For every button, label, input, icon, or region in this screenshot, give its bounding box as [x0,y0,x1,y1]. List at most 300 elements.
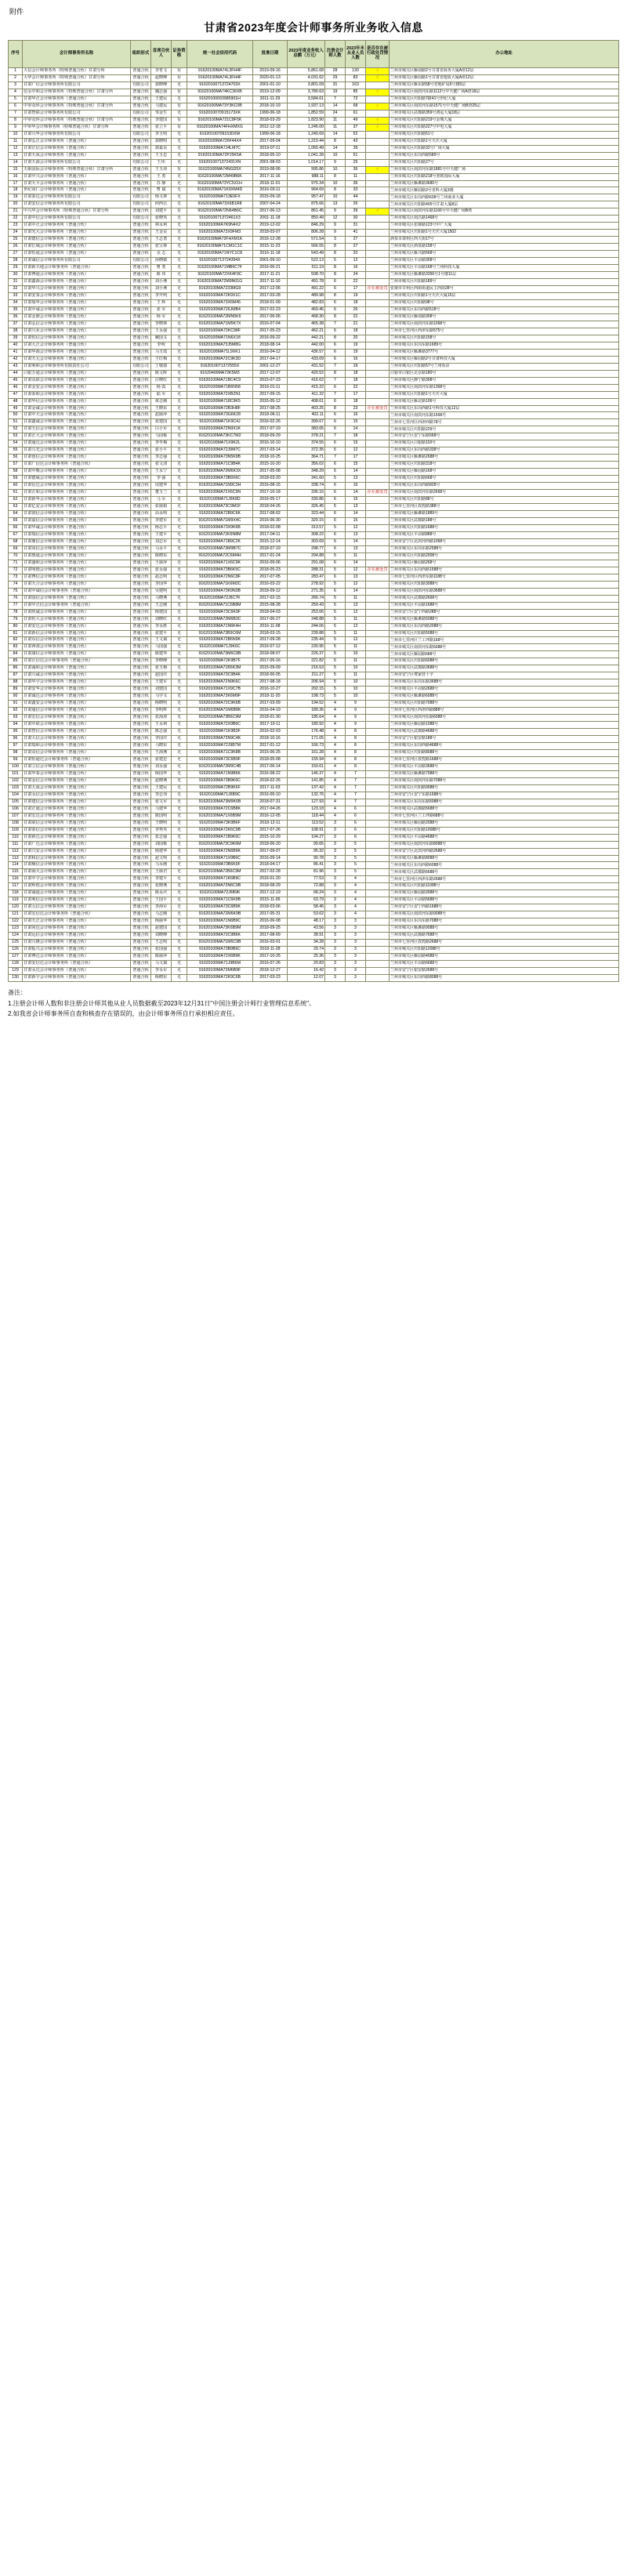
cell-office-address: 兰州市七里河区兰工坪路168号 [390,637,619,644]
cell-cpa-count: 6 [325,398,346,405]
cell-income-total: 176.48 [288,729,325,736]
cell-org-form: 普通合伙 [131,490,151,497]
cell-org-form: 普通合伙 [131,237,151,244]
col-approval-date: 批准日期 [253,41,288,68]
cell-staff-count: 4 [346,911,366,918]
cell-penalty [366,560,390,567]
cell-org-form: 普通合伙 [131,286,151,293]
cell-staff-count: 13 [346,504,366,511]
cell-cpa-count: 3 [325,940,346,947]
cell-no: 26 [9,244,23,251]
cell-office-address: 兰州市城关区东岗西路4688号 [390,743,619,750]
cell-firm-name: 甘肃信达会计师事务所（普通合伙） [23,483,131,490]
cell-securities-qualification: 无 [172,258,187,265]
cell-approval-date: 2017-04-26 [253,806,288,813]
cell-penalty [366,763,390,770]
cell-approval-date: 2017-09-15 [253,391,288,398]
cell-chief-partner: 王国平 [151,897,172,904]
table-row [9,926,619,933]
cell-penalty [366,954,390,961]
cell-penalty [366,862,390,869]
cell-org-form: 普通合伙 [131,763,151,770]
cell-org-form: 有限公司 [131,258,151,265]
cell-staff-count: 10 [346,665,366,672]
cell-cpa-count: 8 [325,293,346,300]
cell-firm-name: 甘肃智信会计师事务所（普通合伙） [23,729,131,736]
cell-chief-partner: 李国华 [151,581,172,588]
cell-income-total: 1,245.00 [288,124,325,131]
cell-org-form: 普通合伙 [131,869,151,876]
cell-securities-qualification: 无 [172,538,187,545]
table-row [9,841,619,848]
cell-cpa-count: 3 [325,834,346,841]
table-row [9,216,619,223]
cell-firm-name: 甘肃恒通会计师事务所（普通合伙） [23,251,131,258]
cell-credit-code: 91620100MA72M6K9B [187,911,253,918]
cell-staff-count: 23 [346,405,366,412]
cell-chief-partner: 郭晓明 [151,138,172,145]
cell-office-address: 兰州市城关区庆阳路32号广场大厦 [390,145,619,152]
cell-income-total: 266.74 [288,595,325,602]
cell-office-address: 兰州市安宁区银安路2688号 [390,968,619,975]
cell-penalty: 存在被处罚 [366,286,390,293]
cell-income-total: 253.66 [288,609,325,616]
cell-approval-date: 2017-02-28 [253,869,288,876]
cell-no: 128 [9,961,23,968]
cell-approval-date: 2018-01-09 [253,299,288,306]
cell-no: 104 [9,792,23,799]
cell-cpa-count: 6 [325,462,346,469]
cell-income-total: 291.08 [288,560,325,567]
cell-no: 116 [9,876,23,883]
table-row [9,701,619,708]
cell-income-total: 964.69 [288,187,325,194]
cell-no: 121 [9,911,23,918]
cell-firm-name: 甘肃诚通会计师事务所（普通合伙） [23,890,131,897]
cell-office-address: 兰州市城关区庆阳路218号亚欧国际大厦 [390,173,619,180]
cell-org-form: 普通合伙 [131,974,151,981]
cell-chief-partner: 李建国 [151,117,172,124]
cell-credit-code: 91620100MA73B9K6C [187,777,253,784]
cell-chief-partner: 王晓东 [151,405,172,412]
cell-firm-name: 甘肃同达会计师事务所（普通合伙） [23,926,131,933]
cell-firm-name: 甘肃新宇会计师事务所（普通合伙） [23,974,131,981]
cell-credit-code: 91620100MA718C9K5 [187,398,253,405]
cell-office-address: 兰州市城关区东岗西路8088号 [390,974,619,981]
cell-credit-code: 91620100MA73X6M45 [187,299,253,306]
cell-penalty [366,483,390,490]
cell-income-total: 155.94 [288,756,325,763]
cell-no: 55 [9,447,23,455]
cell-approval-date: 2016-03-11 [253,187,288,194]
cell-cpa-count: 5 [325,476,346,483]
cell-staff-count: 21 [346,321,366,328]
cell-penalty [366,911,390,918]
cell-no: 70 [9,553,23,560]
cell-org-form: 普通合伙 [131,313,151,321]
cell-credit-code: 91620100MA72J6C7K [187,595,253,602]
cell-penalty [366,947,390,954]
table-row [9,954,619,961]
table-row [9,616,619,623]
cell-no: 85 [9,658,23,665]
cell-org-form: 普通合伙 [131,74,151,82]
cell-staff-count: 24 [346,272,366,279]
table-row [9,335,619,342]
cell-penalty [366,391,390,398]
cell-approval-date: 2016-07-12 [253,644,288,651]
cell-chief-partner: 李开明 [151,293,172,300]
cell-staff-count: 13 [346,574,366,581]
cell-approval-date: 2017-12-19 [253,890,288,897]
cell-cpa-count: 4 [325,792,346,799]
cell-office-address: 兰州市城关区平凉路888号 [390,531,619,538]
cell-penalty [366,272,390,279]
cell-no: 46 [9,384,23,391]
cell-cpa-count: 5 [325,679,346,687]
cell-no: 122 [9,918,23,926]
cell-staff-count: 15 [346,497,366,504]
cell-cpa-count: 5 [325,595,346,602]
cell-credit-code: 91620100MA71J9B6M [187,961,253,968]
cell-chief-partner: 赵晓峰 [151,74,172,82]
table-row [9,426,619,433]
cell-no: 42 [9,356,23,363]
cell-staff-count: 13 [346,545,366,553]
cell-no: 60 [9,483,23,490]
cell-firm-name: 甘肃中联会计师事务所（普通合伙） [23,722,131,729]
cell-securities-qualification: 无 [172,426,187,433]
cell-securities-qualification: 无 [172,497,187,504]
cell-firm-name: 甘肃恒信会计师事务所（普通合伙） [23,335,131,342]
cell-cpa-count: 14 [325,145,346,152]
cell-org-form: 普通合伙 [131,616,151,623]
cell-org-form: 普通合伙 [131,813,151,820]
cell-chief-partner: 马国强 [151,644,172,651]
cell-office-address: 兰州市安宁区银安路188号 [390,736,619,743]
cell-income-total: 468.30 [288,313,325,321]
table-row [9,342,619,349]
cell-securities-qualification: 无 [172,398,187,405]
cell-penalty [366,447,390,455]
cell-no: 6 [9,103,23,110]
cell-securities-qualification: 无 [172,834,187,841]
cell-credit-code: 91620100MA73Y3KC0B [187,103,253,110]
cell-no: 83 [9,644,23,651]
cell-penalty [366,841,390,848]
cell-penalty [366,974,390,981]
cell-approval-date: 2016-09-22 [253,335,288,342]
cell-penalty [366,574,390,581]
cell-office-address: 兰州市城关区南滨河东路6088号 [390,715,619,722]
table-row [9,799,619,806]
cell-approval-date: 2018-07-31 [253,799,288,806]
col-income-total: 2023年度业务收入总额（万元） [288,41,325,68]
cell-income-total: 95.32 [288,848,325,855]
cell-approval-date: 2016-07-04 [253,321,288,328]
cell-chief-partner: 王建军 [151,679,172,687]
cell-securities-qualification: 无 [172,244,187,251]
cell-securities-qualification: 无 [172,251,187,258]
cell-cpa-count: 6 [325,511,346,518]
cell-approval-date: 2017-09-28 [253,637,288,644]
cell-credit-code: 91620100MA71K9XM4D [187,187,253,194]
cell-office-address: 兰州市城关区雁滩路3680号 [390,180,619,187]
table-row [9,321,619,328]
cell-firm-name: 甘肃德威会计师事务所（普通合伙） [23,476,131,483]
cell-cpa-count: 9 [325,159,346,166]
cell-firm-name: 甘肃大成会计师事务所（普通合伙） [23,784,131,792]
cell-no: 110 [9,834,23,841]
cell-credit-code: 91620100MA73K9B6F [187,820,253,827]
cell-penalty [366,792,390,799]
footnote-2: 2.如我省会计师事务所自查和核查存在错误的，由会计师事务所自行承担相应责任。 [8,1009,239,1017]
table-row [9,777,619,784]
cell-firm-name: 甘肃新天地会计师事务所（普通合伙） [23,265,131,272]
cell-penalty [366,926,390,933]
cell-penalty [366,265,390,272]
cell-cpa-count: 6 [325,531,346,538]
cell-penalty [366,419,390,426]
cell-org-form: 普通合伙 [131,117,151,124]
cell-staff-count: 41 [346,230,366,237]
cell-no: 95 [9,729,23,736]
cell-staff-count: 12 [346,623,366,630]
cell-securities-qualification: 无 [172,736,187,743]
cell-income-total: 482.83 [288,299,325,306]
cell-penalty [366,159,390,166]
cell-chief-partner: 马 军 [151,497,172,504]
cell-cpa-count: 5 [325,623,346,630]
cell-cpa-count: 8 [325,405,346,412]
cell-cpa-count: 6 [325,483,346,490]
cell-no: 64 [9,511,23,518]
cell-credit-code: 91620100MA72N9X1K [187,426,253,433]
cell-org-form: 普通合伙 [131,377,151,384]
cell-no: 107 [9,813,23,820]
table-body [9,68,619,982]
cell-chief-partner: 王玉涛 [151,166,172,173]
cell-no: 38 [9,328,23,335]
cell-income-total: 442.21 [288,335,325,342]
table-row [9,117,619,124]
table-header-row [9,41,619,68]
cell-office-address: 兰州市城关区雁滩路3777号 [390,349,619,356]
cell-penalty [366,377,390,384]
cell-org-form: 普通合伙 [131,694,151,701]
cell-penalty [366,595,390,602]
cell-no: 56 [9,455,23,462]
cell-chief-partner: 余 志 [151,251,172,258]
table-row [9,159,619,166]
table-row [9,933,619,940]
cell-org-form: 普通合伙 [131,89,151,96]
cell-approval-date: 2016-03-22 [253,581,288,588]
cell-income-total: 137.42 [288,784,325,792]
cell-office-address: 兰州市城关区平凉路5688号 [390,897,619,904]
cell-firm-name: 甘肃博达会计师事务所（普通合伙） [23,954,131,961]
cell-no: 96 [9,736,23,743]
cell-chief-partner: 王建民 [151,784,172,792]
cell-staff-count: 12 [346,609,366,616]
cell-securities-qualification: 无 [172,560,187,567]
cell-org-form: 有限公司 [131,82,151,89]
cell-no: 89 [9,687,23,694]
cell-income-total: 132.76 [288,792,325,799]
cell-approval-date: 2018-03-15 [253,630,288,637]
cell-approval-date: 2018-03-06 [253,904,288,911]
cell-chief-partner: 王 辉 [151,299,172,306]
cell-firm-name: 甘肃瑞和会计师事务所（普通合伙） [23,743,131,750]
cell-firm-name: 甘肃鑫源会计师事务所（普通合伙） [23,279,131,286]
cell-staff-count: 14 [346,511,366,518]
cell-firm-name: 甘肃正和会计师事务所（普通合伙） [23,490,131,497]
cell-office-address: 兰州市城关区东岗西路2088号 [390,623,619,630]
cell-securities-qualification: 无 [172,777,187,784]
table-row [9,251,619,258]
cell-office-address: 兰州市城关区南滨河东路1368号 [390,384,619,391]
cell-credit-code: 91620100MA72KC98F [187,328,253,335]
cell-penalty [366,370,390,377]
cell-staff-count: 44 [346,194,366,201]
table-row [9,237,619,244]
cell-securities-qualification: 无 [172,223,187,230]
cell-penalty: √ [366,124,390,131]
cell-org-form: 普通合伙 [131,187,151,194]
col-cpa-count: 注册会计师人数 [325,41,346,68]
cell-chief-partner: 李玉明 [151,131,172,138]
cell-staff-count: 18 [346,398,366,405]
cell-securities-qualification: 无 [172,504,187,511]
table-row [9,96,619,103]
cell-org-form: 普通合伙 [131,729,151,736]
cell-cpa-count: 6 [325,286,346,293]
cell-penalty [366,777,390,784]
cell-firm-name: 天职国际会计师事务所（特殊普通合伙）甘肃分所 [23,166,131,173]
cell-no: 79 [9,616,23,623]
cell-no: 74 [9,581,23,588]
cell-chief-partner: 王文斌 [151,637,172,644]
cell-cpa-count: 5 [325,616,346,623]
cell-org-form: 普通合伙 [131,581,151,588]
cell-securities-qualification: 无 [172,637,187,644]
cell-income-total: 1,014.17 [288,159,325,166]
cell-cpa-count: 10 [325,180,346,187]
cell-chief-partner: 张建平 [151,630,172,637]
cell-no: 45 [9,377,23,384]
cell-credit-code: 91620100MA72B9C6K [187,511,253,518]
cell-approval-date: 2015-11-23 [253,244,288,251]
cell-firm-name: 甘肃宏信达会计师事务所（普通合伙） [23,911,131,918]
cell-income-total: 1,852.59 [288,110,325,117]
cell-securities-qualification: 无 [172,665,187,672]
cell-org-form: 普通合伙 [131,208,151,216]
cell-cpa-count: 3 [325,968,346,975]
cell-cpa-count: 3 [325,974,346,981]
cell-staff-count: 18 [346,299,366,306]
cell-org-form: 普通合伙 [131,342,151,349]
cell-income-total: 294.88 [288,553,325,560]
cell-chief-partner: 李建平 [151,876,172,883]
cell-approval-date: 2018-04-26 [253,504,288,511]
cell-penalty [366,440,390,447]
cell-income-total: 77.53 [288,876,325,883]
cell-staff-count: 8 [346,763,366,770]
cell-income-total: 99.65 [288,841,325,848]
cell-cpa-count: 3 [325,904,346,911]
cell-org-form: 普通合伙 [131,370,151,377]
cell-securities-qualification: 无 [172,820,187,827]
cell-approval-date: 2016-10-27 [253,687,288,694]
cell-chief-partner: 张文军 [151,799,172,806]
cell-credit-code: 91620100MA71M6C9B [187,940,253,947]
cell-firm-name: 甘肃兴光会计师事务所（普通合伙） [23,447,131,455]
cell-securities-qualification: 无 [172,469,187,476]
cell-approval-date: 2018-02-26 [253,777,288,784]
cell-staff-count: 7 [346,777,366,784]
cell-securities-qualification: 无 [172,96,187,103]
cell-staff-count: 7 [346,792,366,799]
cell-securities-qualification: 有 [172,208,187,216]
cell-cpa-count: 6 [325,299,346,306]
cell-org-form: 普通合伙 [131,166,151,173]
cell-firm-name: 甘肃欣诚会计师事务所（普通合伙） [23,609,131,616]
cell-income-total: 288.31 [288,567,325,574]
cell-no: 126 [9,947,23,954]
cell-approval-date: 2018-08-14 [253,342,288,349]
cell-income-total: 123.18 [288,806,325,813]
cell-securities-qualification: 无 [172,581,187,588]
cell-no: 50 [9,412,23,419]
cell-credit-code: 91620100MA713E5FX [187,194,253,201]
cell-cpa-count: 9 [325,230,346,237]
cell-firm-name: 甘肃智联会计师事务所有限公司 [23,110,131,117]
cell-penalty: √ [366,68,390,75]
cell-no: 25 [9,237,23,244]
cell-office-address: 兰州市城关区庆阳路1号天庆大厦 [390,138,619,145]
cell-securities-qualification: 无 [172,687,187,694]
cell-chief-partner: 马永刚 [151,862,172,869]
cell-firm-name: 甘肃天元会计师事务所（普通合伙） [23,356,131,363]
cell-chief-partner: 马永平 [151,545,172,553]
cell-staff-count: 15 [346,518,366,525]
cell-credit-code: 91620100MA72K9C6B [187,974,253,981]
cell-staff-count: 4 [346,883,366,890]
cell-chief-partner: 吴建明 [151,588,172,595]
cell-staff-count: 49 [346,117,366,124]
cell-staff-count: 10 [346,694,366,701]
cell-staff-count: 51 [346,152,366,159]
cell-chief-partner: 张文清 [151,462,172,469]
cell-chief-partner: 李志强 [151,455,172,462]
cell-org-form: 普通合伙 [131,954,151,961]
cell-approval-date: 2015-06-25 [253,749,288,756]
cell-no: 76 [9,595,23,602]
cell-securities-qualification: 无 [172,286,187,293]
cell-chief-partner: 张国强 [151,947,172,954]
cell-staff-count: 20 [346,251,366,258]
cell-no: 10 [9,131,23,138]
cell-org-form: 普通合伙 [131,251,151,258]
cell-cpa-count: 3 [325,883,346,890]
cell-securities-qualification: 无 [172,756,187,763]
cell-office-address: 兰州市城关区庆阳路88号 [390,497,619,504]
cell-approval-date: 2018-03-07 [253,230,288,237]
cell-org-form: 普通合伙 [131,356,151,363]
cell-no: 112 [9,848,23,855]
cell-credit-code: 91620100MA73C6B9F [187,756,253,763]
cell-cpa-count: 19 [325,89,346,96]
